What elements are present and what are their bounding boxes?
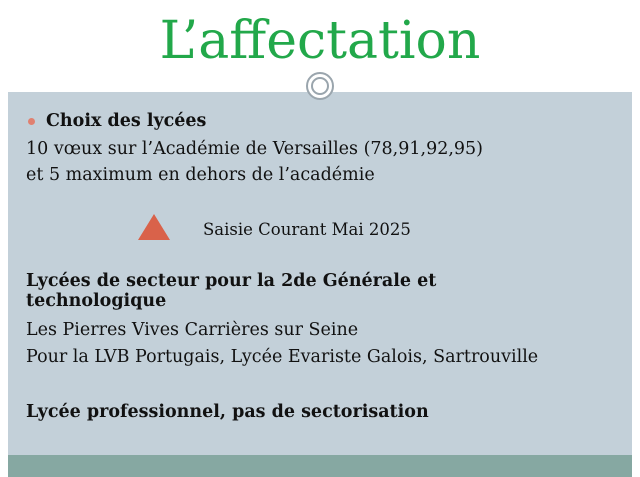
bottom-band	[8, 455, 632, 477]
circle-ornament-icon	[306, 72, 334, 100]
slide-title: L’affectation	[159, 11, 481, 71]
circle-ornament-inner	[311, 77, 329, 95]
secteur-line-1: Les Pierres Vives Carrières sur Seine	[26, 320, 359, 340]
bullet-dot-icon	[28, 118, 35, 125]
pro-text: Lycée professionnel, pas de sectorisation	[26, 402, 429, 422]
bullet-heading: Choix des lycées	[46, 111, 207, 131]
secteur-heading-line-2: technologique	[26, 291, 167, 311]
warning-triangle-icon	[138, 214, 170, 240]
notice-text: Saisie Courant Mai 2025	[203, 220, 411, 239]
secteur-heading-line-1: Lycées de secteur pour la 2de Générale et	[26, 271, 437, 291]
bullet-line-1: 10 vœux sur l’Académie de Versailles (78,91,92,95)	[26, 139, 483, 159]
bullet-line-2: et 5 maximum en dehors de l’académie	[26, 165, 375, 185]
secteur-line-2: Pour la LVB Portugais, Lycée Evariste Galois, Sartrouville	[26, 347, 539, 367]
